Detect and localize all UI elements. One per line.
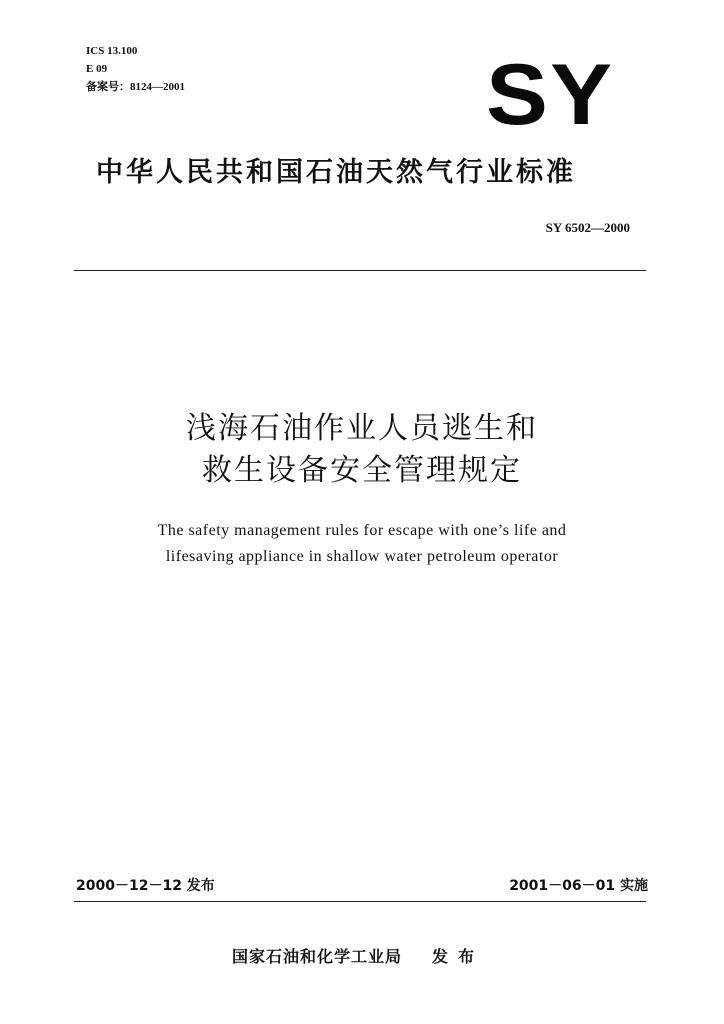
- english-title-line-2: lifesaving appliance in shallow water petroleum operator: [165, 548, 559, 565]
- chinese-title: [0, 408, 724, 492]
- top-divider: [74, 270, 646, 271]
- category-code: E 09: [86, 63, 108, 75]
- issuing-authority: [232, 944, 484, 967]
- classification-block: [86, 42, 185, 96]
- ics-code: ICS 13.100: [86, 45, 138, 57]
- chinese-title-line-1: 浅海石油作业人员逃生和: [186, 411, 538, 446]
- standard-category-title: 中华人民共和国石油天然气行业标准: [96, 157, 576, 188]
- english-title-line-1: The safety management rules for escape with one’s life and: [157, 522, 567, 539]
- sy-logo: SY: [486, 47, 615, 143]
- publish-date: 2000－12－12 发布: [76, 878, 215, 894]
- issuer-name: 国家石油和化学工业局: [232, 947, 403, 966]
- issuer-action: 发布: [432, 947, 485, 966]
- filing-number: 备案号：8124—2001: [86, 81, 185, 93]
- english-title: [0, 518, 724, 570]
- implementation-date: 2001－06－01 实施: [509, 878, 648, 894]
- bottom-divider: [74, 901, 646, 902]
- standard-number: SY 6502—2000: [545, 220, 630, 235]
- chinese-title-line-2: 救生设备安全管理规定: [202, 453, 522, 488]
